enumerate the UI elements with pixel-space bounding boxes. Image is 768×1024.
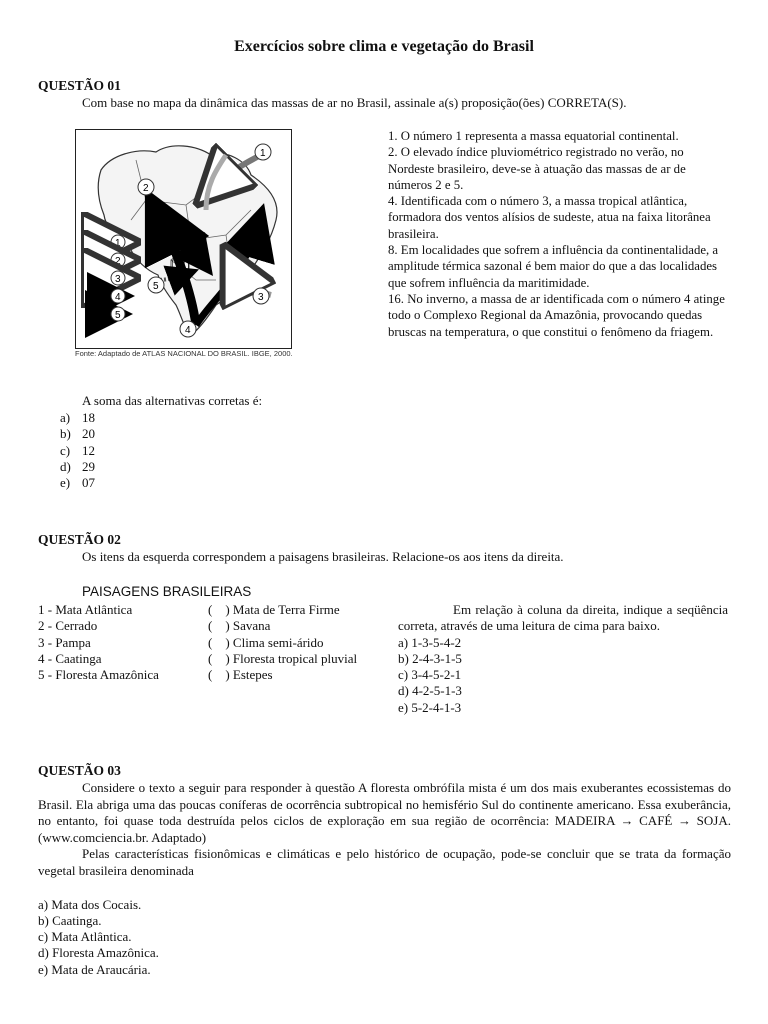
- question-2-prompt: Os itens da esquerda correspondem a paisagens brasileiras. Relacione-os aos itens da direita.: [82, 549, 564, 564]
- landscape-item: 3 - Pampa: [38, 634, 91, 650]
- question-1-heading: QUESTÃO 01: [38, 78, 121, 93]
- option-c[interactable]: [60, 443, 95, 459]
- landscape-item: 4 - Caatinga: [38, 650, 102, 666]
- option-c[interactable]: c) Mata Atlântica.: [38, 929, 132, 945]
- option-letter: d): [60, 458, 71, 474]
- statement-8: 8. Em localidades que sofrem a influência da continentalidade, a amplitude térmica sazonal é bem maior do que a das localidades que sofrem influência da maritimidade.: [388, 243, 719, 290]
- svg-text:2: 2: [115, 256, 121, 267]
- sum-prompt: A soma das alternativas corretas é:: [82, 393, 263, 408]
- svg-text:3: 3: [258, 292, 264, 303]
- option-value: 29: [82, 458, 95, 474]
- match-item[interactable]: ( ) Mata de Terra Firme: [208, 602, 340, 617]
- option-e[interactable]: e) 5-2-4-1-3: [398, 699, 462, 715]
- question-1-statements: [388, 128, 733, 340]
- air-masses-map: [75, 129, 292, 349]
- air-masses-map-drawing: [76, 130, 291, 348]
- svg-text:5: 5: [153, 281, 159, 292]
- option-b[interactable]: b) Caatinga.: [38, 912, 102, 928]
- page-title: Exercícios sobre clima e vegetação do Brasil: [234, 38, 534, 55]
- question-2-subtitle: PAISAGENS BRASILEIRAS: [82, 584, 252, 599]
- option-letter: c): [60, 442, 71, 458]
- question-2-answer-block: [398, 602, 728, 716]
- option-b[interactable]: [60, 426, 95, 442]
- option-value: 20: [82, 426, 95, 442]
- landscape-item: 1 - Mata Atlântica: [38, 602, 133, 617]
- option-a[interactable]: a) 1-3-5-4-2: [398, 634, 462, 650]
- option-letter: a): [60, 410, 71, 425]
- option-e[interactable]: e) Mata de Araucária.: [38, 961, 151, 977]
- svg-text:3: 3: [115, 274, 121, 285]
- map-caption: Fonte: Adaptado de ATLAS NACIONAL DO BRASIL. IBGE, 2000.: [75, 349, 293, 358]
- svg-text:5: 5: [115, 310, 121, 321]
- option-d[interactable]: [60, 459, 95, 475]
- match-list: [208, 602, 357, 683]
- question-3-paragraph: Considere o texto a seguir para responder à questão A floresta ombrófila mista é um dos mais exuberantes ecossistemas do Brasil. Ela abriga uma das poucas coníferas de ocorrência subtropical no hemisfério Sul do continente americano. Essa exuberância, no entanto, foi quase toda destruída pelos ciclos de exploração em sua região de ocorrência: MADEIRA → CAFÉ → SOJA. (www.comciencia.br. Adaptado): [38, 780, 731, 845]
- question-3-heading: QUESTÃO 03: [38, 763, 121, 778]
- svg-text:1: 1: [115, 238, 121, 249]
- match-item[interactable]: ( ) Estepes: [208, 667, 273, 683]
- option-d[interactable]: d) Floresta Amazônica.: [38, 945, 159, 961]
- option-b[interactable]: b) 2-4-3-1-5: [398, 650, 462, 666]
- landscape-item: 5 - Floresta Amazônica: [38, 667, 159, 683]
- match-item[interactable]: ( ) Savana: [208, 618, 271, 634]
- question-3-paragraph: Pelas características fisionômicas e climáticas e pelo histórico de ocupação, pode-se concluir que se trata da formação vegetal brasileira denominada: [38, 846, 731, 878]
- statement-16: 16. No inverno, a massa de ar identificada com o número 4 atinge todo o Complexo Regional da Amazônia, provocando quedas bruscas na temperatura, o que constitui o fenômeno da friagem.: [388, 291, 725, 339]
- svg-text:2: 2: [143, 183, 149, 194]
- statement-4: 4. Identificada com o número 3, a massa tropical atlântica, formadora dos ventos alísios de sudeste, atua na faixa litorânea brasileira.: [388, 194, 711, 241]
- svg-text:1: 1: [260, 148, 266, 159]
- match-item[interactable]: ( ) Clima semi-árido: [208, 634, 324, 650]
- option-e[interactable]: [60, 475, 95, 491]
- landscape-list: [38, 602, 159, 683]
- option-a[interactable]: a) Mata dos Cocais.: [38, 896, 142, 912]
- question-2-heading: QUESTÃO 02: [38, 532, 121, 547]
- option-letter: b): [60, 426, 71, 442]
- statement-1: 1. O número 1 representa a massa equatorial continental.: [388, 129, 679, 143]
- question-2-instruction: Em relação à coluna da direita, indique a seqüência correta, através de uma leitura de cima para baixo.: [398, 602, 728, 634]
- option-a[interactable]: [60, 410, 95, 426]
- option-d[interactable]: d) 4-2-5-1-3: [398, 683, 462, 699]
- statement-2: 2. O elevado índice pluviométrico registrado no verão, no Nordeste brasileiro, deve-se à atuação das massas de ar de números 2 e 5.: [388, 145, 686, 192]
- question-1-prompt: Com base no mapa da dinâmica das massas de ar no Brasil, assinale a(s) proposição(ões) CORRETA(S).: [82, 95, 627, 110]
- landscape-item: 2 - Cerrado: [38, 618, 98, 634]
- option-letter: e): [60, 475, 71, 491]
- option-value: 07: [82, 475, 95, 491]
- option-value: 12: [82, 442, 95, 458]
- question-3-body: [38, 780, 731, 978]
- svg-text:4: 4: [185, 325, 191, 336]
- match-item[interactable]: ( ) Floresta tropical pluvial: [208, 650, 358, 666]
- svg-text:4: 4: [115, 292, 121, 303]
- option-value: 18: [82, 410, 95, 425]
- option-c[interactable]: c) 3-4-5-2-1: [398, 667, 462, 683]
- question-1-options: [60, 410, 95, 491]
